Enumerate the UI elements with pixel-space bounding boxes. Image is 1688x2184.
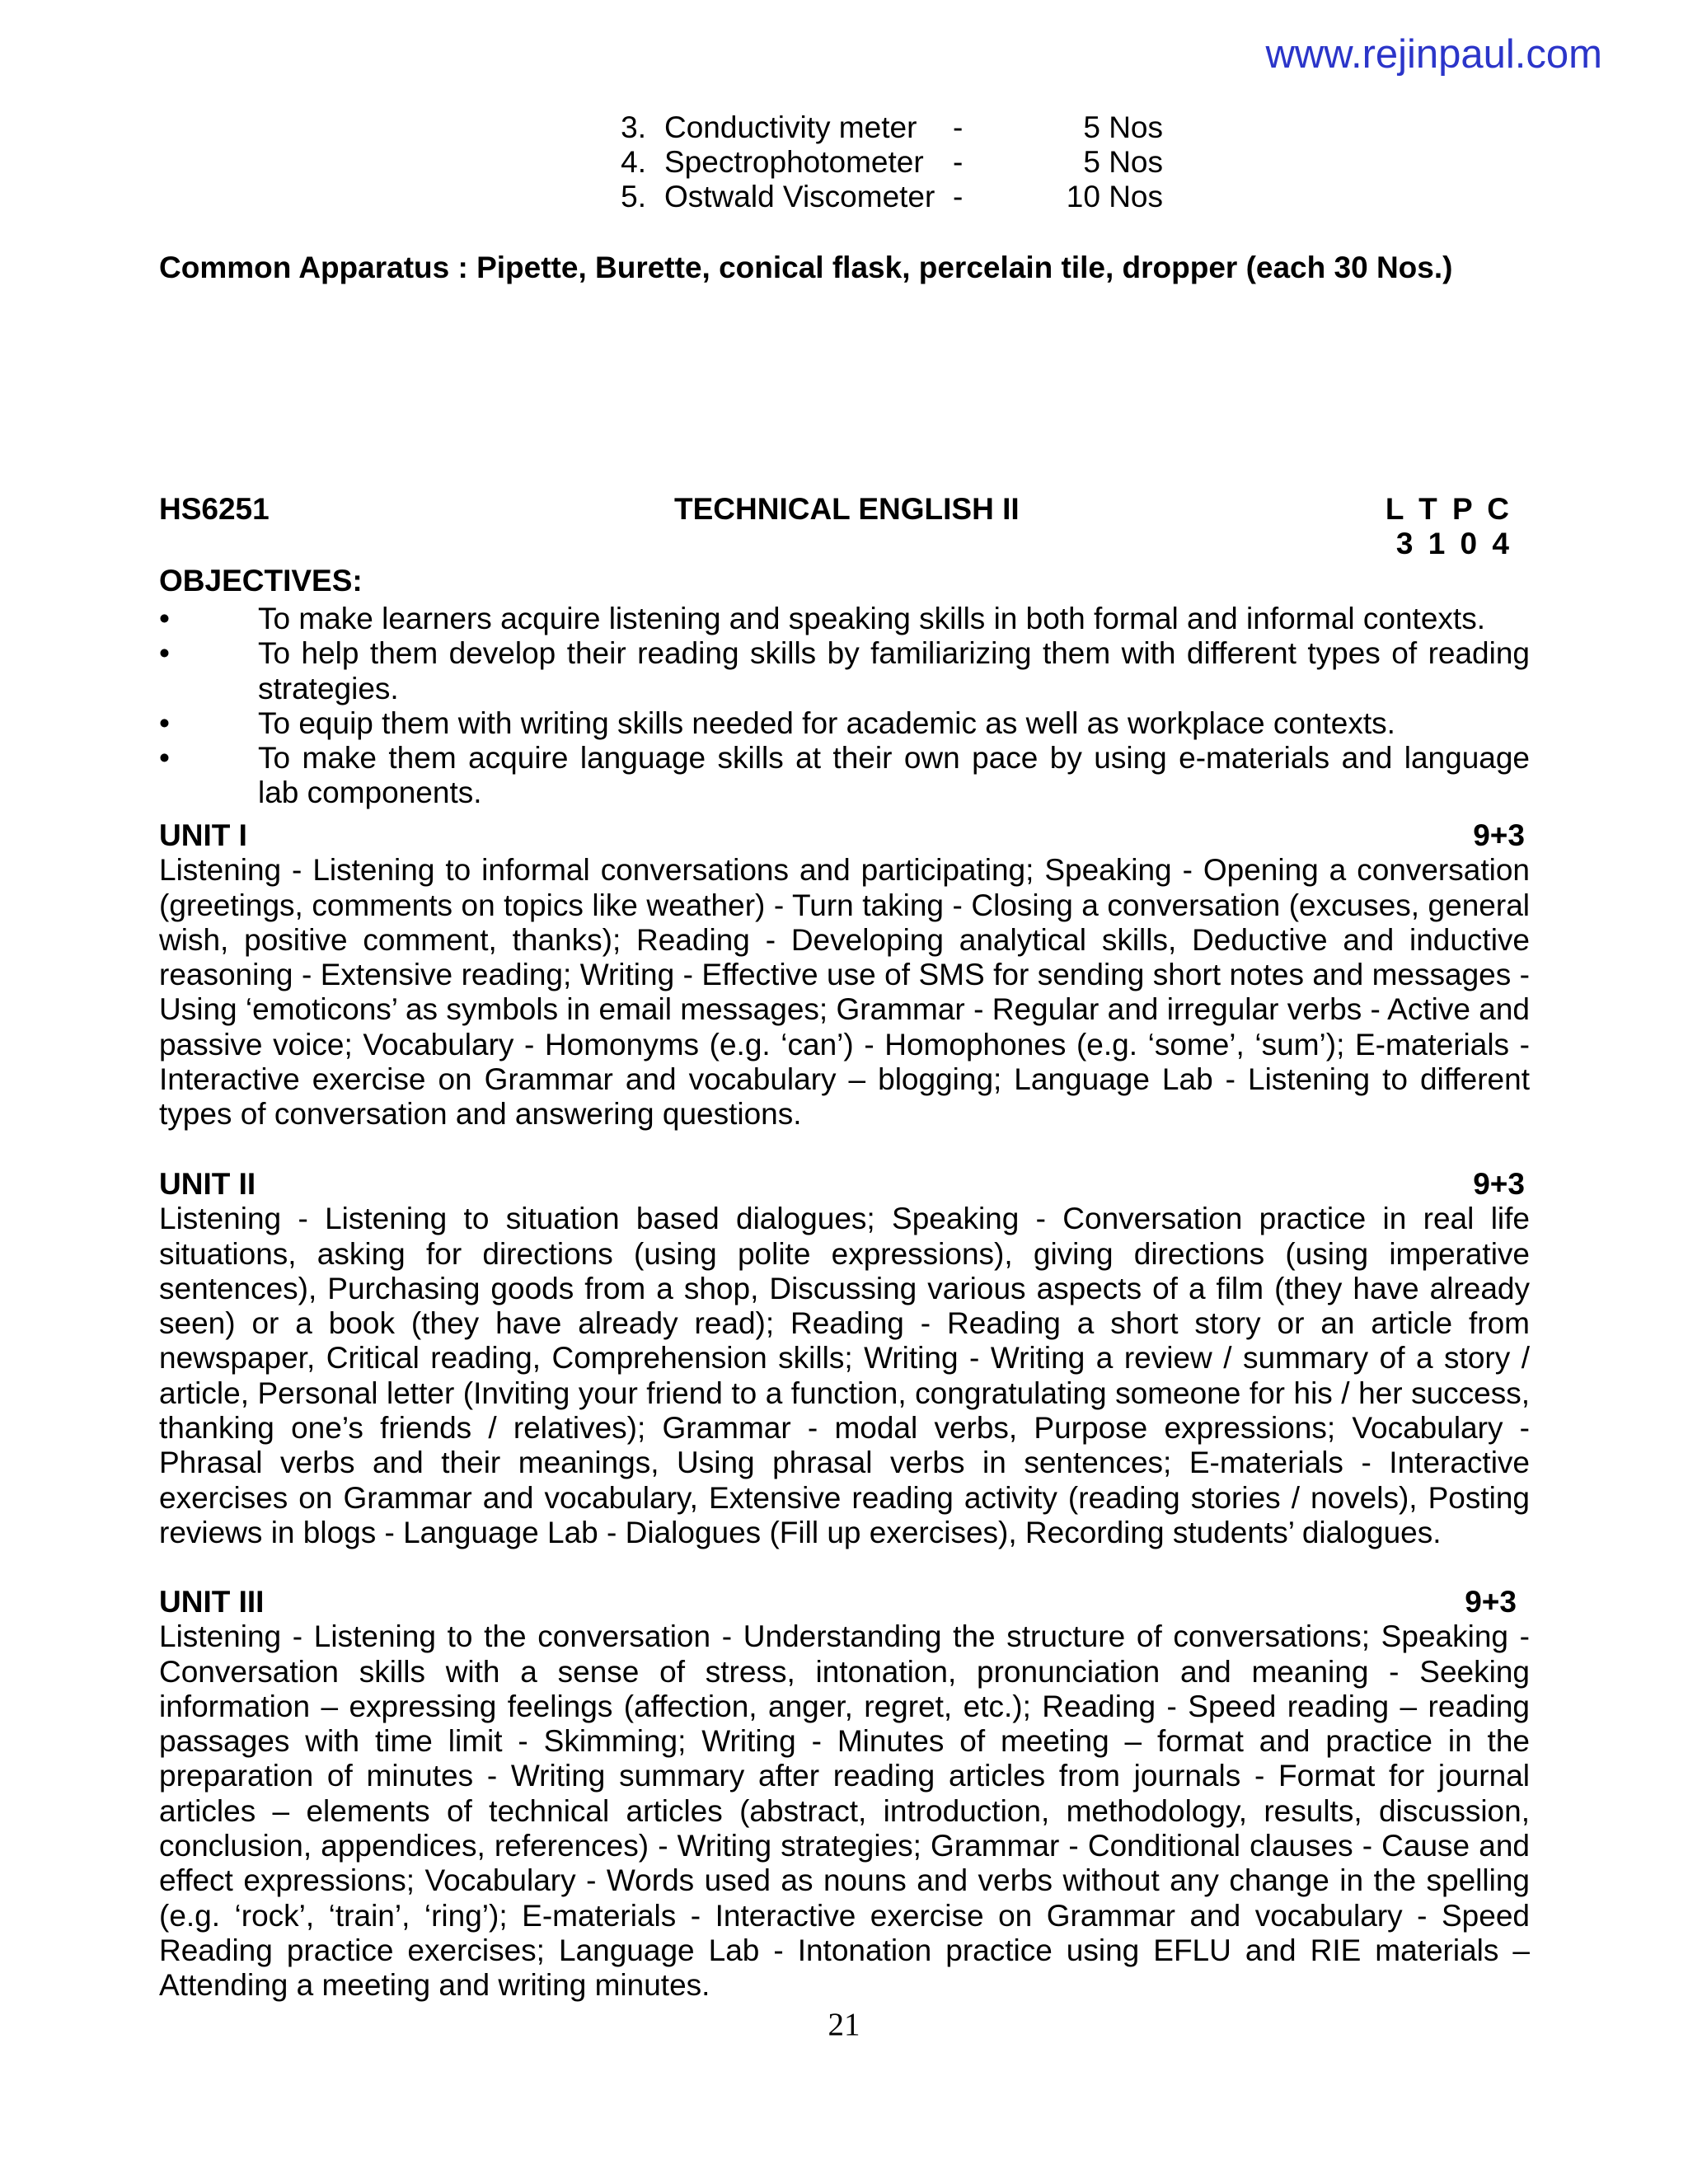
objectives-heading: OBJECTIVES: [159,564,363,598]
objective-item [159,636,1530,706]
apparatus-quantity: 5 Nos [1083,110,1163,144]
objective-text: To make them acquire language skills at their own pace by using e-materials and language lab components. [258,741,1530,810]
unit-hours: 9+3 [1465,1585,1517,1619]
unit-title: UNIT I [159,818,247,852]
unit-description: Listening - Listening to informal conversations and participating; Speaking - Opening a conversation (greetings, comments on topics like weather) - Turn taking - Closing a conversation (excuses, general wish, positive comment, thanks); Reading - Developing analytical skills, Deductive and inductive reasoning - Extensive reading; Writing - Effective use of SMS for sending short notes and messages - Using ‘emoticons’ as symbols in email messages; Grammar - Regular and irregular verbs - Active and passive voice; Vocabulary - Homonyms (e.g. ‘can’) - Homophones (e.g. ‘some’, ‘sum’); E-materials - Interactive exercise on Grammar and vocabulary – blogging; Language Lab - Listening to different types of conversation and answering questions. [159,853,1530,1132]
website-url-link[interactable]: www.rejinpaul.com [1265,32,1602,77]
bullet-icon: • [159,602,170,635]
unit-title: UNIT III [159,1585,265,1619]
unit-heading [159,1585,1530,1619]
apparatus-number: 4. [621,145,646,179]
apparatus-name: Conductivity meter [664,110,917,144]
bullet-icon: • [159,705,170,740]
bullet-icon: • [159,636,170,671]
apparatus-quantity: 5 Nos [1083,145,1163,179]
unit-description: Listening - Listening to situation based dialogues; Speaking - Conversation practice in real life situations, asking for directions (using polite expressions), giving directions (using imperative sentences), Purchasing goods from a shop, Discussing various aspects of a film (they have already seen) or a book (they have already read); Reading - Reading a short story or an article from newspaper, Critical reading, Comprehension skills; Writing - Writing a review / summary of a story / article, Personal letter (Inviting your friend to a function, congratulating someone for his / her success, thanking one’s friends / relatives); Grammar - modal verbs, Purpose expressions; Vocabulary - Phrasal verbs and their meanings, Using phrasal verbs in sentences; E-materials - Interactive exercises on Grammar and vocabulary, Extensive reading activity (reading stories / novels), Posting reviews in blogs - Language Lab - Dialogues (Fill up exercises), Recording students’ dialogues. [159,1202,1530,1549]
objective-text: To make learners acquire listening and speaking skills in both formal and informal contexts. [258,602,1485,635]
unit-title: UNIT II [159,1167,256,1201]
apparatus-list [595,110,1163,214]
apparatus-quantity: 10 Nos [1066,180,1163,213]
unit-description: Listening - Listening to the conversation - Understanding the structure of conversations; Speaking - Conversation skills with a sense of stress, intonation, pronunciation and meaning - Seeking information – expressing feelings (affection, anger, regret, etc.); Reading - Speed reading – reading passages with time limit - Skimming; Writing - Minutes of meeting – format and practice in the preparation of minutes - Writing summary after reading articles from journals - Format for journal articles – elements of technical articles (abstract, introduction, methodology, results, discussion, conclusion, appendices, references) - Writing strategies; Grammar - Conditional clauses - Cause and effect expressions; Vocabulary - Words used as nouns and verbs without any change in the spelling (e.g. ‘rock’, ‘train’, ‘ring’); E-materials - Interactive exercise on Grammar and vocabulary - Speed Reading practice exercises; Language Lab - Intonation practice using EFLU and RIE materials – Attending a meeting and writing minutes. [159,1619,1530,2003]
ltpc-header: L T P C [1385,492,1509,526]
course-title: TECHNICAL ENGLISH II [674,492,1020,526]
ltpc-values: 3 1 0 4 [1395,527,1509,560]
objective-item [159,706,1530,741]
unit-heading [159,1167,1530,1202]
unit-section [159,1167,1530,1550]
objective-item [159,741,1530,811]
apparatus-name: Spectrophotometer [664,145,924,179]
apparatus-item [595,180,1163,214]
apparatus-item [595,145,1163,180]
unit-hours: 9+3 [1473,1167,1525,1201]
apparatus-dash: - [953,110,964,144]
bullet-icon: • [159,741,170,776]
page-number: 21 [828,2007,860,2042]
objective-text: To help them develop their reading skills by familiarizing them with different types of reading strategies. [258,636,1530,705]
apparatus-number: 5. [621,180,646,213]
objectives-list [159,602,1530,811]
apparatus-dash: - [953,145,964,179]
unit-section [159,1585,1530,2004]
objective-text: To equip them with writing skills needed for academic as well as workplace contexts. [258,705,1395,740]
objective-item [159,602,1530,636]
apparatus-number: 3. [621,110,646,144]
common-apparatus-line: Common Apparatus : Pipette, Burette, conical flask, percelain tile, dropper (each 30 Nos.) [159,251,1453,284]
apparatus-item [595,110,1163,145]
unit-heading [159,818,1530,853]
apparatus-name: Ostwald Viscometer [664,180,935,213]
unit-section [159,818,1530,1132]
apparatus-dash: - [953,180,964,213]
course-code: HS6251 [159,492,270,526]
unit-hours: 9+3 [1473,818,1525,852]
